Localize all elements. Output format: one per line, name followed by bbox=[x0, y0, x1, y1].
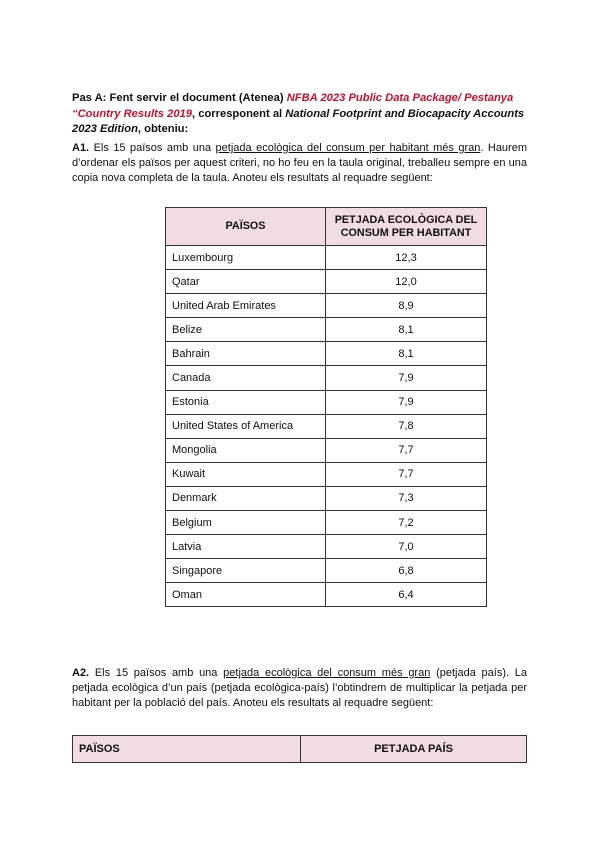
footprint-value-cell: 12,0 bbox=[326, 270, 487, 294]
header-country-footprint: PETJADA PAÍS bbox=[301, 736, 527, 763]
a2-text1: Els 15 països amb una bbox=[89, 667, 224, 679]
table-row bbox=[166, 438, 487, 462]
country-cell: Belgium bbox=[166, 511, 326, 535]
header-countries: PAÏSOS bbox=[166, 208, 326, 246]
footprint-value-cell: 7,2 bbox=[326, 511, 487, 535]
a2-underlined: petjada ecològica del consum més gran bbox=[223, 667, 431, 679]
table-row bbox=[166, 270, 487, 294]
country-cell: Canada bbox=[166, 366, 326, 390]
footprint-value-cell: 7,9 bbox=[326, 390, 487, 414]
table-row bbox=[166, 318, 487, 342]
table-row bbox=[166, 462, 487, 486]
table-row bbox=[166, 486, 487, 510]
country-cell: Belize bbox=[166, 318, 326, 342]
intro-edition-title: National Footprint and Biocapacity Accounts 2023 Edition bbox=[72, 107, 525, 136]
footprint-value-cell: 8,1 bbox=[326, 342, 487, 366]
country-cell: Qatar bbox=[166, 270, 326, 294]
footprint-value-cell: 7,9 bbox=[326, 366, 487, 390]
results-table-a1 bbox=[165, 207, 487, 607]
country-cell: Oman bbox=[166, 583, 326, 607]
table-row bbox=[166, 559, 487, 583]
table-row bbox=[166, 366, 487, 390]
footprint-value-cell: 7,0 bbox=[326, 535, 487, 559]
results-table-a2 bbox=[72, 735, 527, 763]
country-cell: Mongolia bbox=[166, 438, 326, 462]
footprint-value-cell: 6,8 bbox=[326, 559, 487, 583]
country-cell: Estonia bbox=[166, 390, 326, 414]
results-table-body bbox=[166, 246, 487, 607]
a1-label: A1. bbox=[72, 142, 90, 154]
intro-document-title: NFBA 2023 Public Data Package/ Pestanya “Country Results 2019 bbox=[72, 92, 514, 120]
country-cell: Luxembourg bbox=[166, 246, 326, 270]
footprint-value-cell: 7,3 bbox=[326, 486, 487, 510]
a2-text2: (petjada país). La petjada ecològica d’un país (petjada ecològica-país) l’obtindrem de multiplicar la petjada per habitant per la població del país. Anoteu els resultats al requadre següent: bbox=[72, 667, 528, 710]
footprint-value-cell: 12,3 bbox=[326, 246, 487, 270]
footprint-value-cell: 7,7 bbox=[326, 438, 487, 462]
intro-part3: , obteniu: bbox=[137, 123, 189, 136]
a1-underlined: petjada ecològica del consum per habitant més gran bbox=[215, 142, 481, 154]
a1-text1: Els 15 països amb una bbox=[89, 142, 216, 154]
header-footprint-per-capita: PETJADA ECOLÒGICA DEL CONSUM PER HABITANT bbox=[326, 208, 487, 246]
table-row bbox=[166, 342, 487, 366]
instructions-intro bbox=[72, 91, 527, 138]
table-row bbox=[166, 390, 487, 414]
table-header-row bbox=[73, 736, 527, 763]
a2-label: A2. bbox=[72, 667, 90, 679]
footprint-value-cell: 7,7 bbox=[326, 462, 487, 486]
table-row bbox=[166, 583, 487, 607]
header-countries: PAÏSOS bbox=[73, 736, 301, 763]
table-row bbox=[166, 535, 487, 559]
table-row bbox=[166, 414, 487, 438]
footprint-value-cell: 8,1 bbox=[326, 318, 487, 342]
question-a1 bbox=[72, 141, 527, 187]
country-cell: United Arab Emirates bbox=[166, 294, 326, 318]
intro-part2: , corresponent al bbox=[192, 107, 286, 120]
intro-part1: Pas A: Fent servir el document (Atenea) bbox=[72, 92, 287, 104]
country-cell: Kuwait bbox=[166, 462, 326, 486]
country-cell: Singapore bbox=[166, 559, 326, 583]
country-cell: Bahrain bbox=[166, 342, 326, 366]
footprint-value-cell: 8,9 bbox=[326, 294, 487, 318]
table-row bbox=[166, 511, 487, 535]
table-row bbox=[166, 246, 487, 270]
footprint-value-cell: 6,4 bbox=[326, 583, 487, 607]
question-a2 bbox=[72, 666, 527, 712]
table-row bbox=[166, 294, 487, 318]
a1-text2: . Haurem d’ordenar els països per aquest criteri, no ho feu en la taula original, treballeu sempre en una copia nova completa de la taula. Anoteu els resultats al requadre següent: bbox=[72, 142, 527, 185]
country-cell: Latvia bbox=[166, 535, 326, 559]
country-cell: United States of America bbox=[166, 414, 326, 438]
footprint-value-cell: 7,8 bbox=[326, 414, 487, 438]
country-cell: Denmark bbox=[166, 486, 326, 510]
table-header-row bbox=[166, 208, 487, 246]
